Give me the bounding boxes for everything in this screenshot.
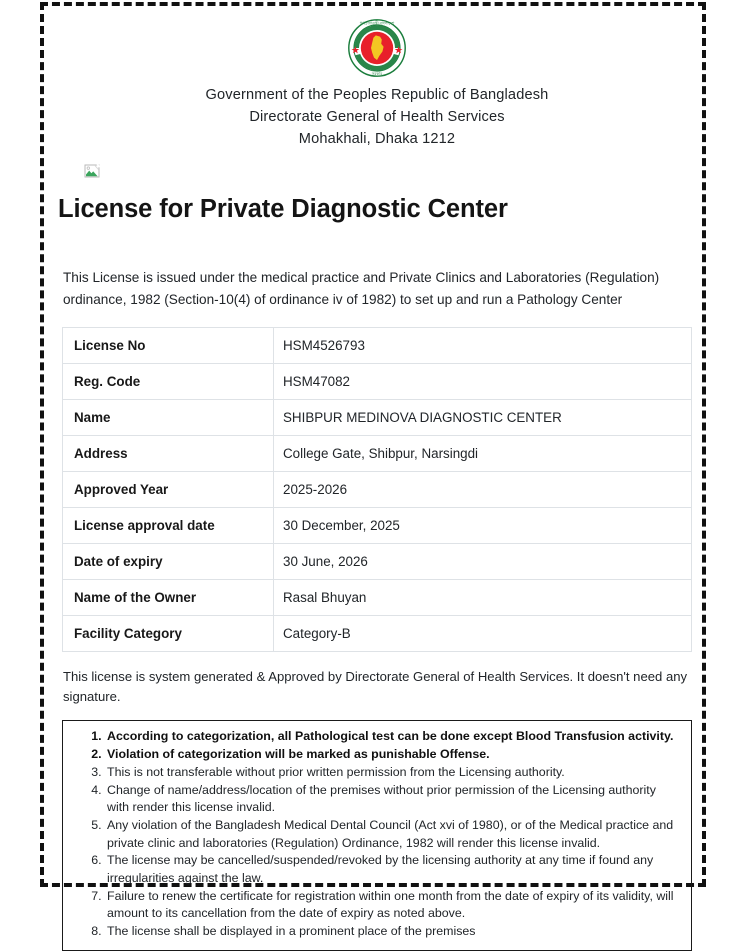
row-value: 30 December, 2025 [274, 508, 692, 544]
row-value: 30 June, 2026 [274, 544, 692, 580]
row-label: Address [63, 436, 274, 472]
list-item: 4. Change of name/address/location of the premises without prior permission of the Licensing authority with render this license invalid. [105, 782, 679, 817]
row-value: College Gate, Shibpur, Narsingdi [274, 436, 692, 472]
svg-text:সরকার: সরকার [371, 72, 383, 76]
row-value: Rasal Bhuyan [274, 580, 692, 616]
list-item: 2. Violation of categorization will be marked as punishable Offense. [105, 746, 679, 763]
row-label: License approval date [63, 508, 274, 544]
row-label: Approved Year [63, 472, 274, 508]
row-label: Facility Category [63, 616, 274, 652]
row-label: Reg. Code [63, 364, 274, 400]
table-row [63, 328, 692, 364]
conditions-box [62, 720, 692, 951]
svg-text:গণপ্রজাতন্ত্রী বাংলাদেশ: গণপ্রজাতন্ত্রী বাংলাদেশ [359, 21, 395, 26]
broken-image-container [62, 150, 692, 185]
row-value: HSM4526793 [274, 328, 692, 364]
list-item: 7. Failure to renew the certificate for registration within one month from the date of expiry of its validity, will amount to its cancellation from the date of expiry as noted above. [105, 888, 679, 923]
list-item: 8. The license shall be displayed in a prominent place of the premises [105, 923, 679, 940]
org-line-country: Government of the Peoples Republic of Bangladesh [205, 87, 549, 103]
row-value: Category-B [274, 616, 692, 652]
table-row [63, 400, 692, 436]
list-item: 3. This is not transferable without prior written permission from the Licensing authority. [105, 764, 679, 781]
intro-paragraph: This License is issued under the medical practice and Private Clinics and Laboratories (Regulation) ordinance, 1982 (Section-10(4) of ordinance iv of 1982) to set up and run a Pathology Center [63, 270, 660, 307]
list-item: 5. Any violation of the Bangladesh Medical Dental Council (Act xvi of 1980), or of the Medical practice and private clinic and laboratories (Regulation) Ordinance, 1982 will render this license invalid. [105, 817, 679, 852]
table-row [63, 544, 692, 580]
list-item: 6. The license may be cancelled/suspended/revoked by the licensing authority at any time if found any irregularities against the law. [105, 852, 679, 887]
list-item: 1. According to categorization, all Pathological test can be done except Blood Transfusion activity. [105, 728, 679, 745]
org-line-address: Mohakhali, Dhaka 1212 [298, 131, 456, 147]
conditions-list [75, 728, 679, 940]
row-value: 2025-2026 [274, 472, 692, 508]
row-label: Name of the Owner [63, 580, 274, 616]
row-label: Date of expiry [63, 544, 274, 580]
license-certificate-page [40, 2, 706, 939]
certificate-content [44, 6, 710, 951]
table-row [63, 580, 692, 616]
table-row [63, 616, 692, 652]
row-value: HSM47082 [274, 364, 692, 400]
row-value: SHIBPUR MEDINOVA DIAGNOSTIC CENTER [274, 400, 692, 436]
license-details-table [62, 327, 692, 652]
row-label: License No [63, 328, 274, 364]
org-line-directorate: Directorate General of Health Services [249, 109, 505, 125]
row-label: Name [63, 400, 274, 436]
table-row [63, 436, 692, 472]
certificate-header [62, 6, 692, 150]
license-details-body [63, 328, 692, 652]
table-row [63, 472, 692, 508]
page-title: License for Private Diagnostic Center [58, 195, 508, 223]
bangladesh-government-emblem-icon [347, 18, 407, 78]
table-row [63, 508, 692, 544]
broken-image-icon [84, 163, 100, 179]
table-row [63, 364, 692, 400]
system-generated-note: This license is system generated & Approved by Directorate General of Health Services. It doesn't need any signature. [63, 669, 688, 704]
